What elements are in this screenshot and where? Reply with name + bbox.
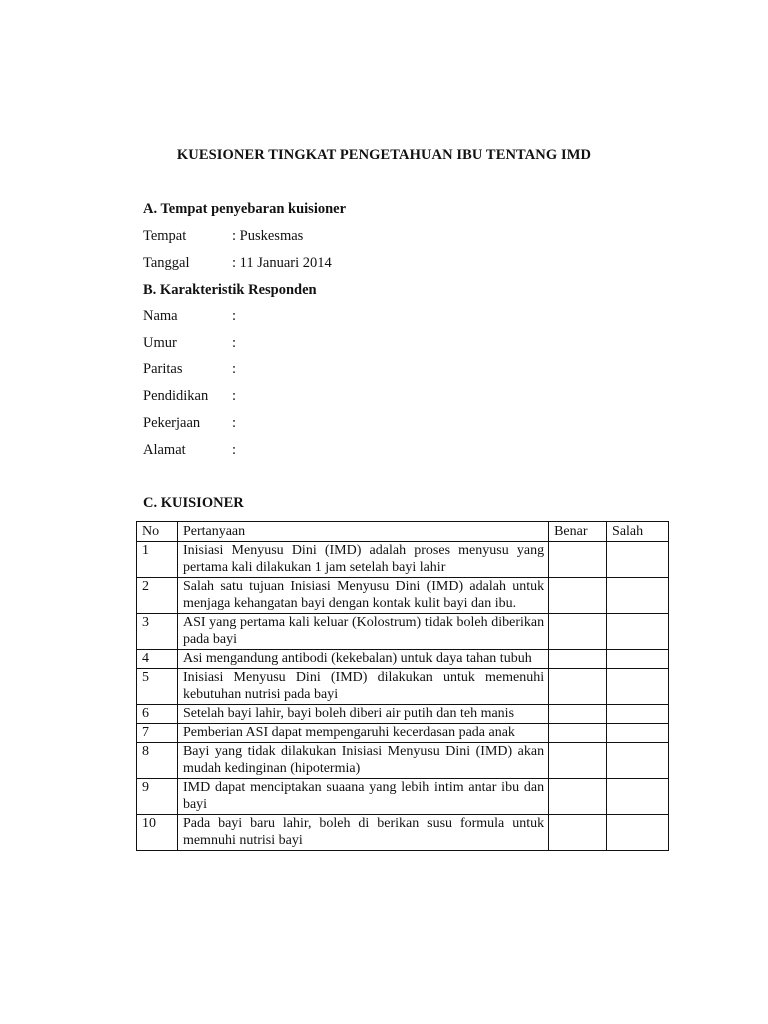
field-value: : (232, 388, 237, 404)
question-text: Pemberian ASI dapat mempengaruhi kecerdasan pada anak (177, 724, 548, 743)
benar-answer-cell[interactable] (549, 779, 607, 815)
salah-answer-cell[interactable] (607, 650, 669, 669)
table-row (137, 650, 669, 669)
benar-answer-cell[interactable] (549, 743, 607, 779)
row-number: 3 (137, 614, 178, 650)
field-tempat (143, 228, 303, 245)
field-tanggal (143, 255, 332, 272)
benar-answer-cell[interactable] (549, 669, 607, 705)
benar-answer-cell[interactable] (549, 815, 607, 851)
field-label: Pekerjaan (143, 415, 201, 431)
salah-answer-cell[interactable] (607, 542, 669, 578)
benar-answer-cell[interactable] (549, 542, 607, 578)
section-c-heading: C. KUISIONER (143, 495, 244, 511)
field-value: : (232, 308, 237, 324)
table-row (137, 743, 669, 779)
question-text: Salah satu tujuan Inisiasi Menyusu Dini (IMD) adalah untuk menjaga kehangatan bayi dengan kontak kulit bayi dan ibu. (177, 578, 548, 614)
field-nama (143, 308, 236, 325)
field-label: Tanggal (143, 255, 190, 271)
table-header-row (137, 522, 669, 542)
benar-answer-cell[interactable] (549, 578, 607, 614)
row-number: 9 (137, 779, 178, 815)
row-number: 10 (137, 815, 178, 851)
field-label: Nama (143, 308, 178, 324)
row-number: 4 (137, 650, 178, 669)
field-pendidikan (143, 388, 236, 405)
field-value: : Puskesmas (232, 228, 304, 244)
field-label: Paritas (143, 361, 183, 377)
field-paritas (143, 361, 236, 378)
question-text: Inisiasi Menyusu Dini (IMD) adalah proses menyusu yang pertama kali dilakukan 1 jam setelah bayi lahir (177, 542, 548, 578)
benar-answer-cell[interactable] (549, 650, 607, 669)
table-row (137, 614, 669, 650)
table-row (137, 779, 669, 815)
question-text: Bayi yang tidak dilakukan Inisiasi Menyusu Dini (IMD) akan mudah kedinginan (hipotermia) (177, 743, 548, 779)
questionnaire-table (136, 521, 669, 851)
section-b-heading: B. Karakteristik Responden (143, 282, 317, 298)
benar-answer-cell[interactable] (549, 614, 607, 650)
field-value: : (232, 361, 237, 377)
benar-answer-cell[interactable] (549, 705, 607, 724)
field-label: Tempat (143, 228, 187, 244)
salah-answer-cell[interactable] (607, 614, 669, 650)
table-row (137, 542, 669, 578)
row-number: 1 (137, 542, 178, 578)
header-benar: Benar (549, 522, 607, 542)
section-a-heading: A. Tempat penyebaran kuisioner (143, 201, 347, 217)
field-pekerjaan (143, 415, 236, 432)
table-row (137, 578, 669, 614)
row-number: 8 (137, 743, 178, 779)
benar-answer-cell[interactable] (549, 724, 607, 743)
table-row (137, 669, 669, 705)
salah-answer-cell[interactable] (607, 815, 669, 851)
question-text: IMD dapat menciptakan suaana yang lebih intim antar ibu dan bayi (177, 779, 548, 815)
row-number: 2 (137, 578, 178, 614)
table-row (137, 705, 669, 724)
salah-answer-cell[interactable] (607, 578, 669, 614)
field-umur (143, 335, 236, 352)
field-value: : (232, 335, 237, 351)
field-label: Umur (143, 335, 177, 351)
salah-answer-cell[interactable] (607, 669, 669, 705)
question-text: Asi mengandung antibodi (kekebalan) untuk daya tahan tubuh (177, 650, 548, 669)
field-alamat (143, 442, 236, 459)
field-value: : 11 Januari 2014 (232, 255, 332, 271)
salah-answer-cell[interactable] (607, 779, 669, 815)
salah-answer-cell[interactable] (607, 743, 669, 779)
row-number: 7 (137, 724, 178, 743)
field-value: : (232, 442, 237, 458)
salah-answer-cell[interactable] (607, 724, 669, 743)
header-question: Pertanyaan (177, 522, 548, 542)
field-label: Pendidikan (143, 388, 209, 404)
table-row (137, 815, 669, 851)
row-number: 5 (137, 669, 178, 705)
header-salah: Salah (607, 522, 669, 542)
question-text: Inisiasi Menyusu Dini (IMD) dilakukan untuk memenuhi kebutuhan nutrisi pada bayi (177, 669, 548, 705)
header-no: No (137, 522, 178, 542)
salah-answer-cell[interactable] (607, 705, 669, 724)
question-text: Pada bayi baru lahir, boleh di berikan susu formula untuk memnuhi nutrisi bayi (177, 815, 548, 851)
document-title: KUESIONER TINGKAT PENGETAHUAN IBU TENTANG IMD (176, 147, 592, 163)
row-number: 6 (137, 705, 178, 724)
question-text: ASI yang pertama kali keluar (Kolostrum) tidak boleh diberikan pada bayi (177, 614, 548, 650)
field-value: : (232, 415, 237, 431)
field-label: Alamat (143, 442, 186, 458)
question-text: Setelah bayi lahir, bayi boleh diberi air putih dan teh manis (177, 705, 548, 724)
table-row (137, 724, 669, 743)
